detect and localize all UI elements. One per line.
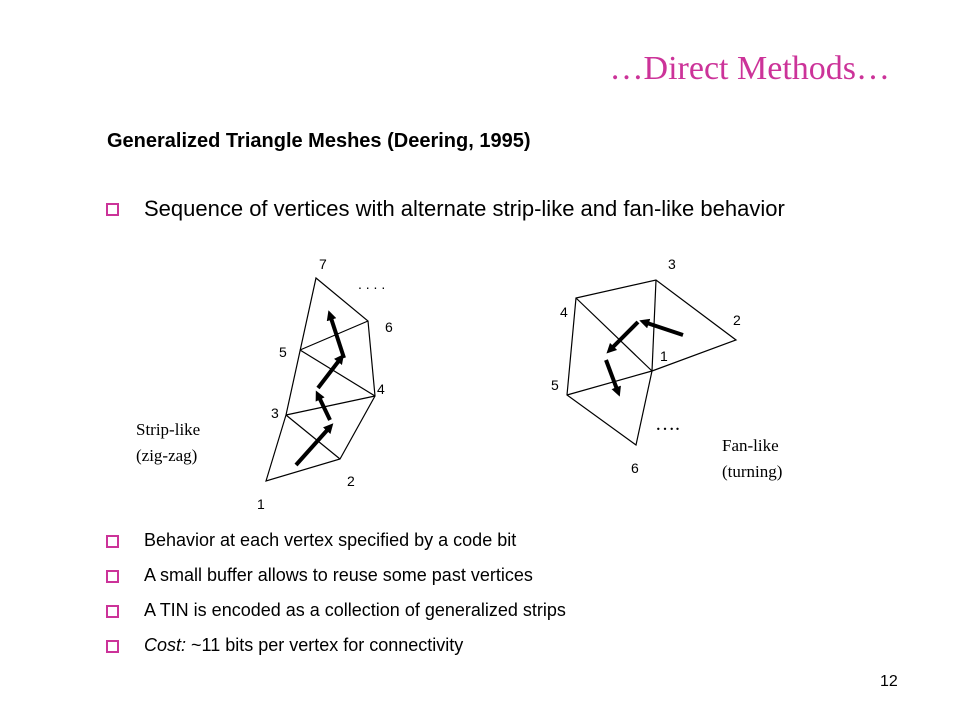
fan-arrow — [644, 322, 683, 335]
bullet-text-italic: Cost: — [144, 635, 187, 655]
strip-edge — [300, 350, 375, 396]
bullet-item — [106, 563, 866, 598]
strip-caption-line2: (zig-zag) — [136, 446, 198, 465]
fan-outline — [567, 280, 736, 445]
fan-vertex-label: 2 — [733, 312, 741, 328]
bullet-text: A TIN is encoded as a collection of generalized strips — [144, 600, 566, 620]
fan-mesh — [567, 280, 736, 445]
fan-vertex-label: 1 — [660, 348, 668, 364]
strip-vertex-label: 4 — [377, 381, 385, 397]
strip-edge — [286, 396, 375, 415]
bullet-item — [106, 598, 866, 633]
fan-vertex-label: 3 — [668, 256, 676, 272]
bullet-text: Behavior at each vertex specified by a code bit — [144, 530, 517, 550]
strip-caption-line1: Strip-like — [136, 420, 201, 439]
bullet-text: A small buffer allows to reuse some past vertices — [144, 565, 533, 585]
square-bullet-icon — [106, 570, 119, 583]
strip-vertex-label: 1 — [257, 496, 265, 512]
strip-dots: . . . . — [358, 276, 386, 292]
slide-title: …Direct Methods… — [609, 50, 890, 87]
bullet-item — [106, 528, 866, 563]
square-bullet-icon — [106, 640, 119, 653]
strip-mesh — [266, 278, 375, 481]
bullet-item — [106, 633, 866, 668]
strip-edge — [286, 415, 340, 459]
fan-caption-line2: (turning) — [722, 462, 783, 481]
strip-vertex-label: 5 — [279, 344, 287, 360]
fan-caption-line1: Fan-like — [722, 436, 779, 455]
slide-subtitle: Generalized Triangle Meshes (Deering, 1995) — [107, 130, 531, 152]
square-bullet-icon — [106, 605, 119, 618]
fan-vertex-label: 5 — [551, 377, 559, 393]
fan-vertex-label: 6 — [631, 460, 639, 476]
strip-vertex-label: 2 — [347, 473, 355, 489]
fan-vertex-label: 4 — [560, 304, 568, 320]
main-bullet-text: Sequence of vertices with alternate strip-like and fan-like behavior — [144, 196, 785, 221]
square-bullet-icon — [106, 535, 119, 548]
strip-vertex-label: 6 — [385, 319, 393, 335]
fan-arrow — [606, 360, 618, 392]
page-number: 12 — [880, 673, 898, 690]
strip-vertex-label: 3 — [271, 405, 279, 421]
fan-dots: …. — [655, 413, 680, 435]
bullet-text: ~11 bits per vertex for connectivity — [186, 635, 464, 655]
fan-arrows — [606, 322, 683, 392]
strip-vertex-label: 7 — [319, 256, 327, 272]
bullet-list — [106, 528, 866, 668]
strip-outline — [266, 278, 375, 481]
fan-edge — [576, 298, 652, 371]
fan-labels — [551, 256, 782, 481]
fan-arrow — [610, 322, 638, 350]
